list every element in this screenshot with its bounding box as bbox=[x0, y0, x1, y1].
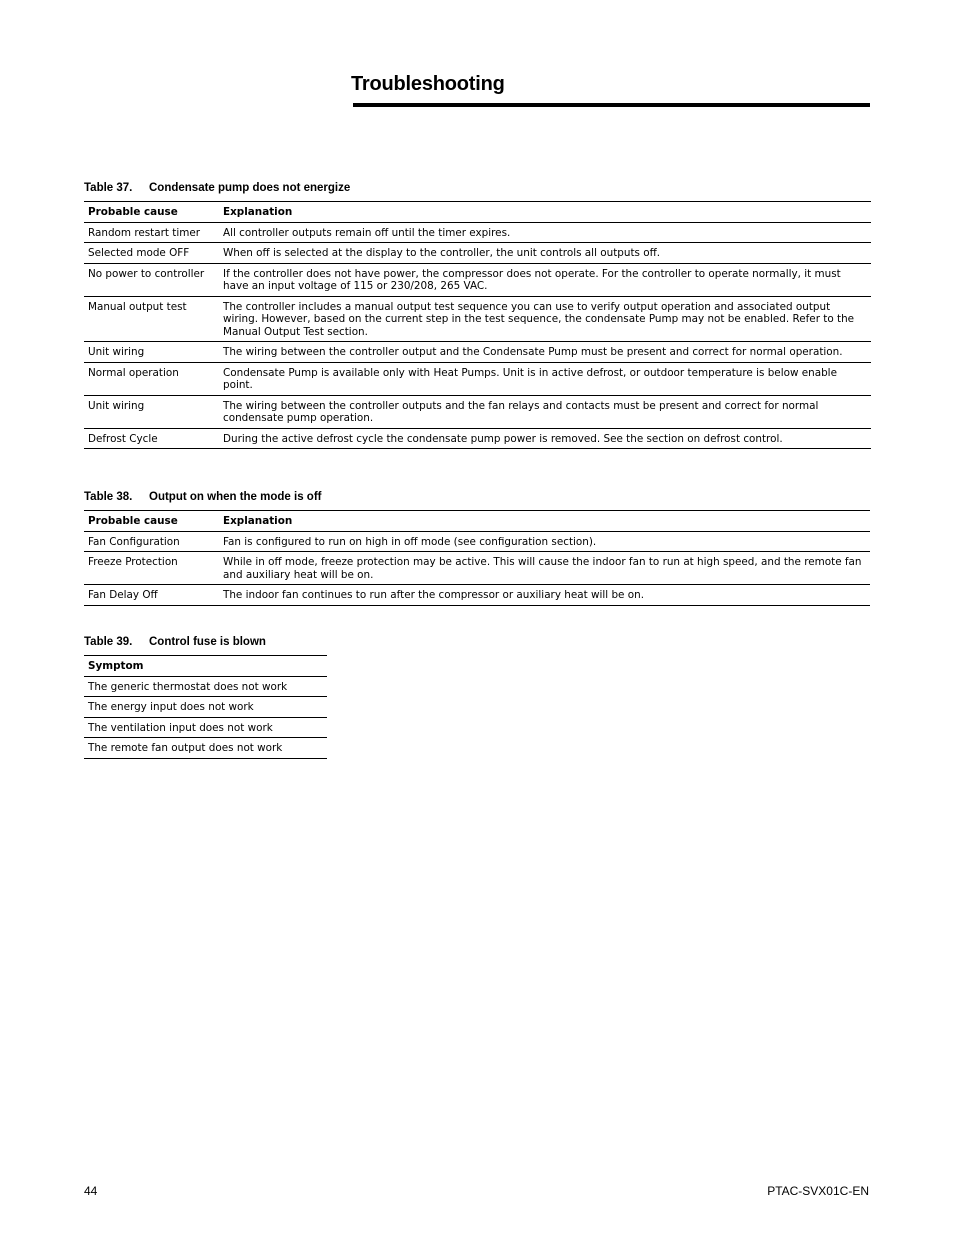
table-row bbox=[84, 676, 327, 697]
table-row bbox=[84, 263, 871, 296]
cause-cell: Freeze Protection bbox=[84, 552, 219, 585]
table-39-title: Control fuse is blown bbox=[149, 636, 266, 648]
table-37 bbox=[84, 201, 871, 449]
column-header: Explanation bbox=[219, 511, 870, 532]
column-header: Symptom bbox=[84, 656, 327, 677]
explanation-cell: While in off mode, freeze protection may be active. This will cause the indoor fan to run at high speed, and the remote fan and auxiliary heat will be on. bbox=[219, 552, 870, 585]
column-header: Probable cause bbox=[84, 202, 219, 223]
explanation-cell: Condensate Pump is available only with Heat Pumps. Unit is in active defrost, or outdoor temperature is below enable point. bbox=[219, 362, 871, 395]
table-header-row bbox=[84, 511, 870, 532]
cause-cell: Normal operation bbox=[84, 362, 219, 395]
column-header: Probable cause bbox=[84, 511, 219, 532]
cause-cell: Unit wiring bbox=[84, 395, 219, 428]
table-row bbox=[84, 342, 871, 363]
explanation-cell: The controller includes a manual output test sequence you can use to verify output operation and associated output wiring. However, based on the current step in the test sequence, the condensate Pump may not be enabled. Refer to the Manual Output Test section. bbox=[219, 296, 871, 342]
cause-cell: No power to controller bbox=[84, 263, 219, 296]
table-39 bbox=[84, 655, 327, 759]
table-row bbox=[84, 428, 871, 449]
cause-cell: Defrost Cycle bbox=[84, 428, 219, 449]
explanation-cell: Fan is configured to run on high in off mode (see configuration section). bbox=[219, 531, 870, 552]
document-id: PTAC-SVX01C-EN bbox=[767, 1184, 869, 1198]
cause-cell: Fan Delay Off bbox=[84, 585, 219, 606]
table-row bbox=[84, 552, 870, 585]
table-39-number: Table 39. bbox=[84, 636, 133, 648]
table-row bbox=[84, 395, 871, 428]
page-number: 44 bbox=[84, 1184, 98, 1198]
table-row bbox=[84, 531, 870, 552]
explanation-cell: The wiring between the controller output and the Condensate Pump must be present and correct for normal operation. bbox=[219, 342, 871, 363]
cause-cell: Selected mode OFF bbox=[84, 243, 219, 264]
table-38-title: Output on when the mode is off bbox=[149, 491, 322, 503]
explanation-cell: During the active defrost cycle the condensate pump power is removed. See the section on defrost control. bbox=[219, 428, 871, 449]
table-38-number: Table 38. bbox=[84, 491, 133, 503]
symptom-cell: The ventilation input does not work bbox=[84, 717, 327, 738]
table-row bbox=[84, 362, 871, 395]
table-header-row bbox=[84, 202, 871, 223]
symptom-cell: The energy input does not work bbox=[84, 697, 327, 718]
column-header: Explanation bbox=[219, 202, 871, 223]
title-rule bbox=[353, 103, 870, 107]
symptom-cell: The remote fan output does not work bbox=[84, 738, 327, 759]
table-37-title: Condensate pump does not energize bbox=[149, 182, 351, 194]
explanation-cell: All controller outputs remain off until the timer expires. bbox=[219, 222, 871, 243]
table-row bbox=[84, 222, 871, 243]
cause-cell: Unit wiring bbox=[84, 342, 219, 363]
explanation-cell: If the controller does not have power, the compressor does not operate. For the controller to operate normally, it must have an input voltage of 115 or 230/208, 265 VAC. bbox=[219, 263, 871, 296]
page-title: Troubleshooting bbox=[351, 73, 505, 95]
table-39-caption bbox=[84, 636, 266, 648]
table-38-caption bbox=[84, 491, 321, 503]
cause-cell: Manual output test bbox=[84, 296, 219, 342]
explanation-cell: When off is selected at the display to the controller, the unit controls all outputs off. bbox=[219, 243, 871, 264]
table-row bbox=[84, 697, 327, 718]
cause-cell: Random restart timer bbox=[84, 222, 219, 243]
table-37-number: Table 37. bbox=[84, 182, 133, 194]
explanation-cell: The wiring between the controller outputs and the fan relays and contacts must be present and correct for normal condensate pump operation. bbox=[219, 395, 871, 428]
explanation-cell: The indoor fan continues to run after the compressor or auxiliary heat will be on. bbox=[219, 585, 870, 606]
symptom-cell: The generic thermostat does not work bbox=[84, 676, 327, 697]
table-row bbox=[84, 243, 871, 264]
table-row bbox=[84, 717, 327, 738]
table-row bbox=[84, 738, 327, 759]
cause-cell: Fan Configuration bbox=[84, 531, 219, 552]
table-row bbox=[84, 585, 870, 606]
table-38 bbox=[84, 510, 870, 606]
table-37-caption bbox=[84, 182, 350, 194]
table-row bbox=[84, 296, 871, 342]
table-header-row bbox=[84, 656, 327, 677]
